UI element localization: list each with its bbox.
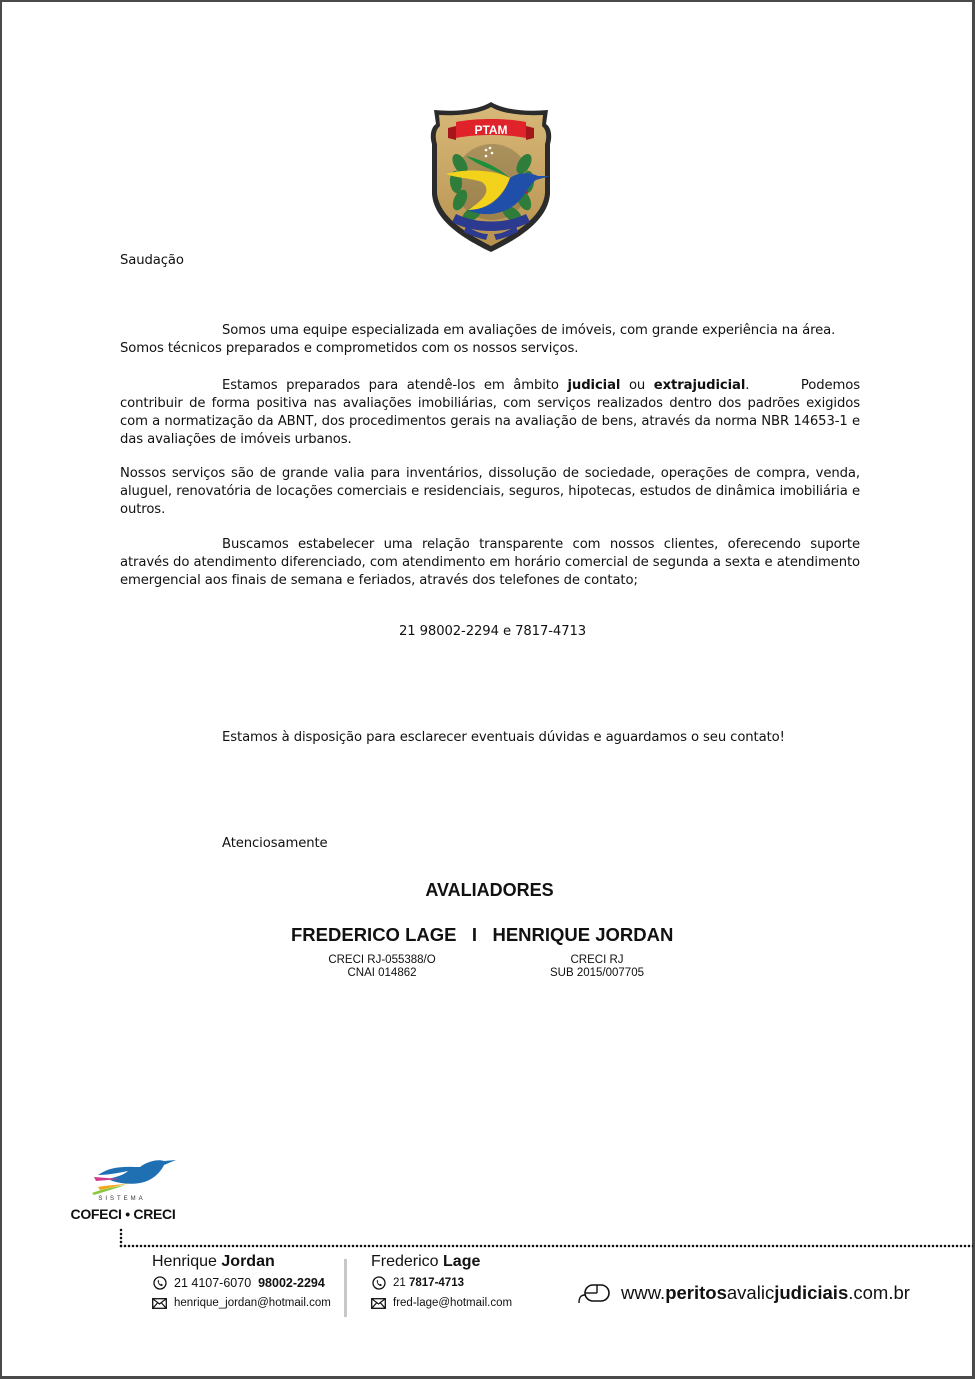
greeting: Saudação xyxy=(120,253,184,268)
contact-frederico xyxy=(371,1252,512,1312)
dotted-divider xyxy=(119,1244,973,1248)
sign-off: Atenciosamente xyxy=(222,836,328,851)
paragraph-scope: Estamos preparados para atendê-los em âmbito judicial ou extrajudicial. Podemos contribuir de forma positiva nas avaliações imobiliárias, com serviços realizados dentro dos padrões exigidos com a normatização da ABNT, dos procedimentos gerais na avaliação de bens, através da norma NBR 14653-1 e das avaliações de imóveis urbanos. xyxy=(120,378,861,447)
credentials-henrique: CRECI RJ SUB 2015/007705 xyxy=(550,954,644,979)
paragraph-support: Buscamos estabelecer uma relação transparente com nossos clientes, oferecendo suporte através do atendimento diferenciado, com atendimento em horário comercial de segunda a sexta e atendimento emergencial aos finais de semana e feriados, através dos telefones de contato; xyxy=(120,537,860,588)
contact-email-row xyxy=(152,1294,331,1312)
signature-title: AVALIADORES xyxy=(425,880,554,900)
website-link[interactable]: www. peritos avalic judiciais .com.br xyxy=(577,1281,910,1305)
contact-name: Frederico Lage xyxy=(371,1253,481,1270)
contact-separator xyxy=(344,1259,347,1317)
email-link[interactable]: fred-lage@hotmail.com xyxy=(393,1297,513,1309)
svg-text:PTAM: PTAM xyxy=(474,123,508,137)
extrajudicial-emphasis: extrajudicial xyxy=(653,378,746,393)
signature-names: FREDERICO LAGE I HENRIQUE JORDAN xyxy=(291,924,674,945)
judicial-emphasis: judicial xyxy=(567,378,621,393)
contact-email-row xyxy=(371,1294,512,1312)
phone-icon xyxy=(152,1277,167,1290)
contact-phones: 21 98002-2294 e 7817-4713 xyxy=(398,624,587,639)
credentials-frederico: CRECI RJ-055388/O CNAI 014862 xyxy=(328,954,436,979)
phone-icon xyxy=(371,1277,386,1290)
contact-phone-row: 21 4107-6070 98002-2294 xyxy=(152,1274,331,1292)
ptam-badge-icon xyxy=(426,98,556,254)
contact-henrique xyxy=(152,1252,331,1312)
contact-phone-row: 21 7817-4713 xyxy=(371,1274,512,1292)
mouse-icon xyxy=(577,1281,613,1305)
cofeci-sistema-label: SISTEMA xyxy=(98,1196,146,1202)
contact-name: Henrique Jordan xyxy=(152,1253,275,1270)
paragraph-intro xyxy=(120,322,860,358)
mail-icon xyxy=(152,1297,167,1310)
mail-icon xyxy=(371,1297,386,1310)
paragraph-line: Somos uma equipe especializada em avaliações de imóveis, com grande experiência na área. xyxy=(222,323,836,338)
email-link[interactable]: henrique_jordan@hotmail.com xyxy=(174,1297,331,1309)
paragraph-services: Nossos serviços são de grande valia para inventários, dissolução de sociedade, operações de compra, venda, aluguel, renovatória de locações comerciais e residenciais, seguros, hipotecas, estudos de dinâmica imobiliária e outros. xyxy=(120,466,860,517)
closing-sentence: Estamos à disposição para esclarecer eventuais dúvidas e aguardamos o seu contato! xyxy=(222,730,785,745)
cofeci-creci-label: COFECI • CRECI xyxy=(70,1206,176,1222)
paragraph-line: Somos técnicos preparados e comprometidos com os nossos serviços. xyxy=(120,341,579,356)
